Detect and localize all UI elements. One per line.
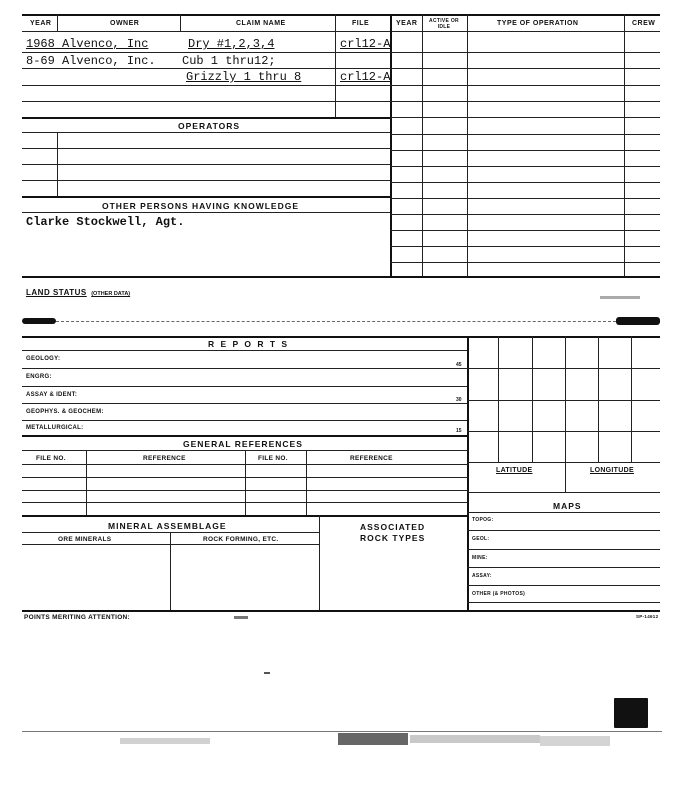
associated-rock-types-line2: ROCK TYPES <box>360 533 426 543</box>
ink-smudge-right <box>616 317 660 325</box>
latitude-label: LATITUDE <box>496 467 533 474</box>
longitude-label: LONGITUDE <box>590 467 634 474</box>
mineral-assemblage-title: MINERAL ASSEMBLAGE <box>108 521 227 531</box>
claim-row-1-claim: Dry #1,2,3,4 <box>188 37 275 51</box>
claim-row-1-file: crl12-A <box>340 37 391 51</box>
gr-header-reference-1: REFERENCE <box>143 455 186 462</box>
reports-row-engrg: ENGRG: <box>26 374 52 380</box>
ore-minerals-header: ORE MINERALS <box>58 536 112 543</box>
maps-row-mine: MINE: <box>472 555 488 561</box>
general-references-title: GENERAL REFERENCES <box>183 439 303 449</box>
land-status-title <box>26 282 130 300</box>
maps-row-other: OTHER (& PHOTOS) <box>472 591 526 597</box>
claim-row-2-claim: Cub 1 thru12; <box>182 54 276 68</box>
ink-block-bottom-right <box>614 698 648 728</box>
reports-scale-45: 45 <box>456 362 462 368</box>
maps-row-geol: GEOL: <box>472 536 490 542</box>
claim-row-3-file: crl12-A <box>340 70 391 84</box>
operators-title: OPERATORS <box>178 121 241 131</box>
noise-dot-2 <box>234 616 248 619</box>
operations-header-type: TYPE OF OPERATION <box>497 20 579 27</box>
claim-row-3-claim: Grizzly 1 thru 8 <box>186 70 302 84</box>
claim-row-2-year-owner: 8-69 Alvenco, Inc. <box>26 54 156 68</box>
reports-row-assay: ASSAY & IDENT: <box>26 392 78 398</box>
claims-header-owner: OWNER <box>110 20 140 27</box>
land-status-sub: (OTHER DATA) <box>91 291 131 297</box>
gr-header-file-no-1: FILE NO. <box>36 455 66 462</box>
noise-blob-2 <box>410 735 540 743</box>
form-id: SP-14612 <box>636 614 659 619</box>
maps-row-topog: TOPOG: <box>472 517 494 523</box>
reports-row-metallurgical: METALLURGICAL: <box>26 425 84 431</box>
reports-title: R E P O R T S <box>208 339 290 349</box>
noise-band-bottom <box>22 731 662 732</box>
maps-title: MAPS <box>553 501 582 511</box>
claims-header-claim-name: CLAIM NAME <box>236 20 286 27</box>
gr-header-file-no-2: FILE NO. <box>258 455 288 462</box>
other-persons-title: OTHER PERSONS HAVING KNOWLEDGE <box>102 201 300 211</box>
ink-smudge-left <box>22 318 56 324</box>
other-persons-entry: Clarke Stockwell, Agt. <box>26 215 185 229</box>
reports-scale-15: 15 <box>456 428 462 434</box>
noise-blob-1 <box>338 733 408 745</box>
reports-row-geophys: GEOPHYS. & GEOCHEM: <box>26 409 104 415</box>
rock-forming-header: ROCK FORMING, ETC. <box>203 536 279 543</box>
associated-rock-types-line1: ASSOCIATED <box>360 522 426 532</box>
claims-header-file: FILE <box>352 20 370 27</box>
land-status-label: LAND STATUS <box>26 288 87 297</box>
operations-header-crew: CREW <box>632 20 656 27</box>
maps-row-assay: ASSAY: <box>472 573 492 579</box>
noise-blob-3 <box>120 738 210 744</box>
noise-dot-1 <box>264 672 270 674</box>
reports-row-geology: GEOLOGY: <box>26 356 61 362</box>
operations-header-active-idle: ACTIVE OR IDLE <box>429 18 459 30</box>
operations-header-year: YEAR <box>396 20 418 27</box>
reports-scale-30: 30 <box>456 397 462 403</box>
claims-header-year: YEAR <box>30 20 52 27</box>
claim-row-1-year-owner: 1968 Alvenco, Inc <box>26 37 149 51</box>
gr-header-reference-2: REFERENCE <box>350 455 393 462</box>
noise-dot-3 <box>600 296 640 299</box>
noise-blob-4 <box>540 736 610 746</box>
points-label: POINTS MERITING ATTENTION: <box>24 614 131 621</box>
